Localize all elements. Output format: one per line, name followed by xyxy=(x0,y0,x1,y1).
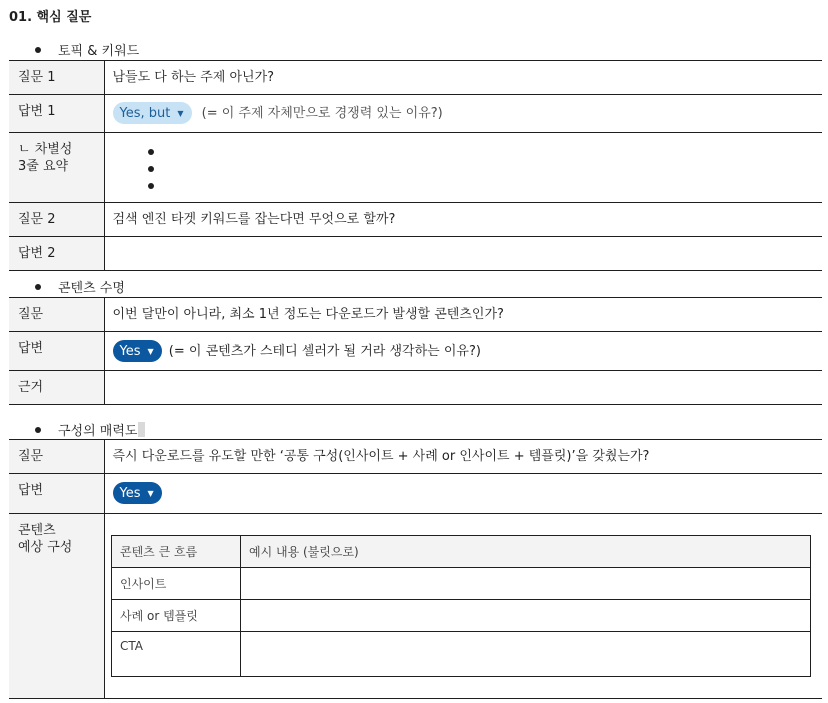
question-2-text[interactable]: 검색 엔진 타겟 키워드를 잡는다면 무엇으로 할까? xyxy=(104,203,822,237)
row-example-cell[interactable] xyxy=(241,632,811,677)
row-label-case-template[interactable]: 사례 or 템플릿 xyxy=(112,600,241,632)
list-item[interactable] xyxy=(148,143,814,160)
answer-1-hint: (= 이 주제 자체만으로 경쟁력 있는 이유?) xyxy=(201,105,443,121)
chip-label: Yes, but xyxy=(119,105,171,121)
question-1-text[interactable]: 남들도 다 하는 주제 아닌가? xyxy=(104,61,822,95)
row-label-cta[interactable]: CTA xyxy=(112,632,241,677)
chip-label: Yes xyxy=(119,343,141,359)
text-cursor xyxy=(138,422,145,437)
answer-2-cell[interactable] xyxy=(104,237,822,271)
answer-label: 답변 xyxy=(9,474,104,514)
section-structure-title xyxy=(35,420,145,439)
basis-label: 근거 xyxy=(9,371,104,405)
bullet-dot xyxy=(35,427,41,433)
table-header-row xyxy=(112,536,811,568)
content-structure-table xyxy=(111,535,811,677)
table-row xyxy=(9,298,822,332)
answer-1-label: 답변 1 xyxy=(9,95,104,133)
question-2-label: 질문 2 xyxy=(9,203,104,237)
differentiation-bullets-cell[interactable] xyxy=(104,133,822,203)
section-topic-title xyxy=(35,40,139,59)
differentiation-label: ㄴ 차별성 3줄 요약 xyxy=(9,133,104,203)
question-1-label: 질문 1 xyxy=(9,61,104,95)
basis-cell[interactable] xyxy=(104,371,822,405)
section-lifespan-title xyxy=(35,277,125,296)
section-title-text: 구성의 매력도 xyxy=(58,424,138,439)
table-row xyxy=(9,440,822,474)
row-example-cell[interactable] xyxy=(241,568,811,600)
question-text[interactable]: 이번 달만이 아니라, 최소 1년 정도는 다운로드가 발생할 콘텐츠인가? xyxy=(104,298,822,332)
chevron-down-icon: ▼ xyxy=(177,108,184,118)
answer-label: 답변 xyxy=(9,332,104,371)
answer-dropdown-chip[interactable] xyxy=(113,482,162,504)
answer-cell[interactable] xyxy=(104,474,822,514)
answer-1-dropdown-chip[interactable] xyxy=(113,102,192,124)
table-row xyxy=(9,95,822,133)
bullet-list xyxy=(113,143,814,194)
content-plan-label: 콘텐츠 예상 구성 xyxy=(9,514,104,699)
column-header-flow: 콘텐츠 큰 흐름 xyxy=(112,536,241,568)
answer-2-label: 답변 2 xyxy=(9,237,104,271)
table-row xyxy=(9,332,822,371)
section-title-text: 토픽 & 키워드 xyxy=(58,44,140,59)
chevron-down-icon: ▼ xyxy=(147,346,154,356)
table-row xyxy=(112,632,811,677)
page-heading: 01. 핵심 질문 xyxy=(9,10,92,25)
table-row xyxy=(9,133,822,203)
question-text[interactable]: 즉시 다운로드를 유도할 만한 ‘공통 구성(인사이트 + 사례 or 인사이트 + 템플릿)’을 갖췄는가? xyxy=(104,440,822,474)
answer-hint: (= 이 콘텐츠가 스테디 셀러가 될 거라 생각하는 이유?) xyxy=(168,343,481,359)
question-label: 질문 xyxy=(9,440,104,474)
answer-cell[interactable] xyxy=(104,332,822,371)
topic-table xyxy=(9,60,822,271)
row-label-insight[interactable]: 인사이트 xyxy=(112,568,241,600)
row-example-cell[interactable] xyxy=(241,600,811,632)
table-row xyxy=(112,568,811,600)
column-header-example: 예시 내용 (불릿으로) xyxy=(241,536,811,568)
table-row xyxy=(9,203,822,237)
table-row xyxy=(9,371,822,405)
answer-1-cell[interactable] xyxy=(104,95,822,133)
bullet-dot xyxy=(35,47,41,53)
chip-label: Yes xyxy=(119,485,141,501)
bullet-dot xyxy=(35,284,41,290)
table-row xyxy=(9,61,822,95)
table-row xyxy=(9,237,822,271)
section-title-text: 콘텐츠 수명 xyxy=(58,281,125,296)
table-row xyxy=(9,474,822,514)
chevron-down-icon: ▼ xyxy=(147,488,154,498)
table-row xyxy=(112,600,811,632)
list-item[interactable] xyxy=(148,160,814,177)
question-label: 질문 xyxy=(9,298,104,332)
list-item[interactable] xyxy=(148,177,814,194)
answer-dropdown-chip[interactable] xyxy=(113,340,162,362)
lifespan-table xyxy=(9,297,822,405)
